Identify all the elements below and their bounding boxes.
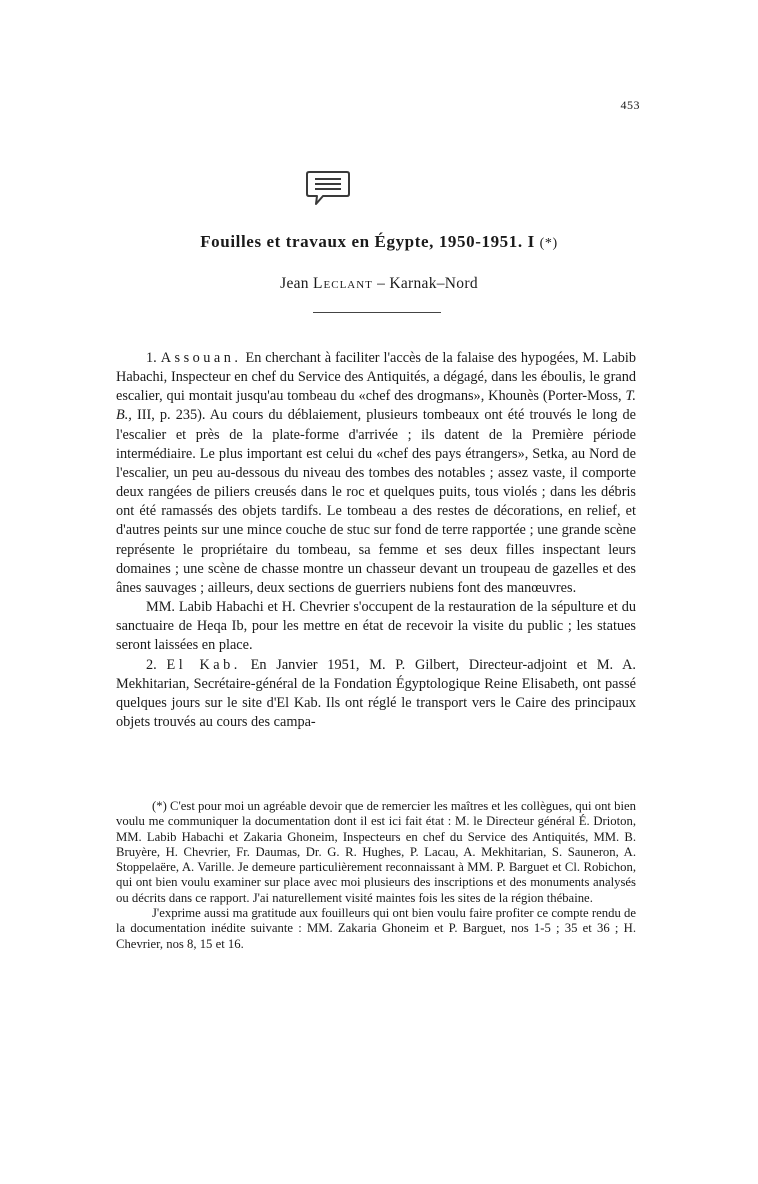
comment-icon[interactable] [305,170,351,208]
author-affiliation: Karnak–Nord [389,275,478,292]
paragraph-text: En cherchant à faciliter l'accès de la falaise des hypogées, M. Labib Habachi, Inspecteur en chef du Service des Antiquités, a dégagé, dans les éboulis, le grand escalier, qui montait jusqu'au tombeau du «chef des drogmans», Khounès (Porter-Moss, [116,350,636,405]
author-last-name: Leclant [313,275,373,292]
footnote-2: J'exprime aussi ma gratitude aux fouilleurs qui ont bien voulu faire profiter ce compte rendu de la documentation inédite suivante : MM. Zakaria Ghoneim et P. Barguet, nos 1-5 ; 35 et 36 ; H. Chevrier, nos 8, 15 et 16. [116,906,636,951]
article-title [0,232,758,252]
title-text: Fouilles et travaux en Égypte, 1950-1951. I [200,232,535,251]
paragraph-el-kab [116,656,636,733]
place-heading: El Kab. [166,656,241,673]
footnote-mark: (*) [152,799,167,813]
paragraph-text-continued: III, p. 235). Au cours du déblaiement, plusieurs tombeaux ont été trouvés le long de l'escalier et près de la plate-forme d'arrivée ; ils datent de la Première période intermédiaire. Le plus important est celui du «chef des pays étrangers», Setka, au Nord de l'escalier, un peu au-dessous du niveau des tombes des notables ; assez vaste, il comporte deux rangées de piliers creusés dans le roc et quelques puits, tous violés ; dans les débris ont été ramassés des objets tardifs. Le tombeau a des restes de décorations, en relief, et d'autres peints sur une mince couche de stuc sur fond de terre rapportée ; une grande scène représente le propriétaire du tombeau, sa femme et ses deux filles inspectant leurs domaines ; une scène de chasse montre un chasseur devant un troupeau de gazelles et des ânes sauvages ; ailleurs, deux sections de guerriers nubiens font des manœuvres. [116,407,636,596]
paragraph-text: En Janvier 1951, M. P. Gilbert, Directeur-adjoint et M. A. Mekhitarian, Secrétaire-général de la Fondation Égyptologique Reine Elisabeth, ont passé quelques jours sur le site d'El Kab. Ils ont réglé le transport vers le Caire des principaux objets trouvés au cours des campa- [116,656,636,730]
author-separator: – [377,275,386,292]
author-first-name: Jean [280,275,309,292]
place-heading: Assouan. [160,350,242,366]
title-footnote-mark: (*) [539,236,558,251]
page-number: 453 [620,98,640,112]
paragraph-heqa-ib: MM. Labib Habachi et H. Chevrier s'occupent de la restauration de la sépulture et du sanctuaire de Heqa Ib, pour les mettre en état de recevoir la visite du public ; les statues seront laissées en place. [116,599,636,654]
footnote-text: C'est pour moi un agréable devoir que de remercier les maîtres et les collègues, qui ont bien voulu me communiquer la documentation dont il est ici fait état : M. le Directeur général É. Drioton, MM. Labib Habachi et Zakaria Ghoneim, Inspecteurs en chef du Service des Antiquités, MM. B. Bruyère, H. Chevrier, Fr. Daumas, Dr. G. R. Hughes, P. Lacau, A. Mekhitarian, S. Sauneron, A. Stoppelaëre, A. Varille. Je demeure particulièrement reconnaissant à MM. P. Barguet et Cl. Robichon, qui ont bien voulu examiner sur place avec moi plusieurs des inscriptions et des monuments analysés ou décrits dans ce rapport. J'ai naturellement visité maintes fois les sites de la région thébaine. [116,799,637,905]
footnote-1 [116,799,636,906]
footnotes [116,799,636,952]
paragraph-assouan [116,349,636,598]
author-line [0,275,758,293]
paragraph-number: 2. [146,656,157,673]
article-body [116,349,636,732]
paragraph-number: 1. [146,350,157,366]
title-divider [313,312,441,313]
reference-italic: T. B., [116,388,637,424]
